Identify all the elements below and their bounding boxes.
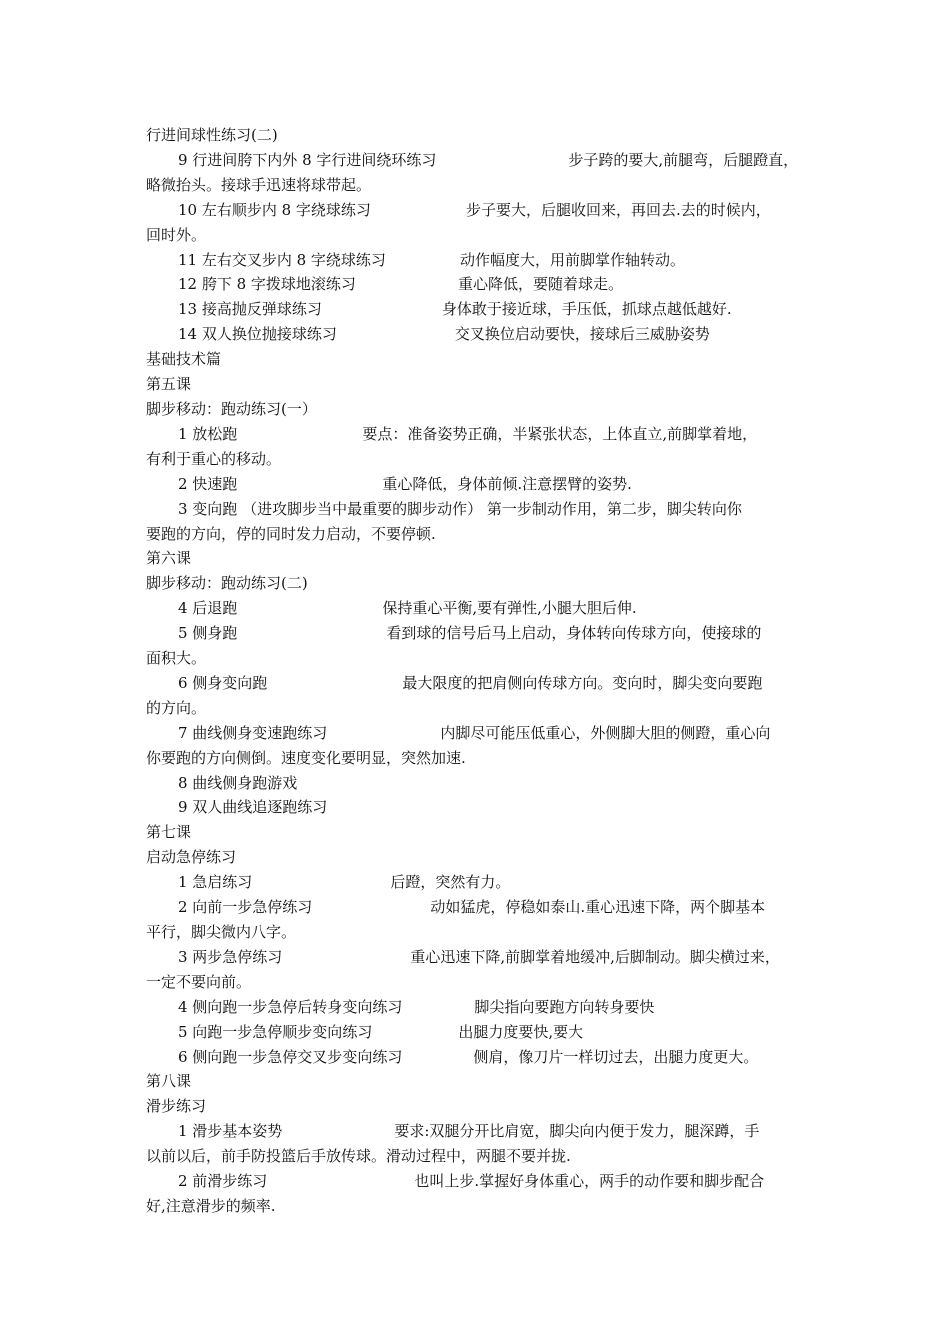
exercise-description: 保持重心平衡,要有弹性,小腿大胆后伸.	[382, 599, 637, 618]
exercise-description: 重心降低，要随着球走。	[457, 275, 623, 294]
paragraph-continuation: 要跑的方向，停的同时发力启动，不要停顿.	[146, 524, 436, 543]
paragraph-continuation: 你要跑的方向侧倒。速度变化要明显，突然加速.	[146, 748, 466, 767]
exercise-description: 步子要大，后腿收回来，再回去.去的时候内，	[465, 200, 771, 219]
exercise-item	[146, 322, 810, 347]
exercise-item	[146, 795, 810, 820]
exercise-title: 5 侧身跑	[178, 624, 238, 643]
paragraph-continuation: 有利于重心的移动。	[146, 449, 282, 468]
exercise-item	[146, 297, 810, 322]
section-heading: 基础技术篇	[146, 350, 222, 369]
exercise-item	[146, 148, 810, 173]
exercise-item	[146, 771, 810, 796]
exercise-description: 步子跨的要大,前腿弯，后腿蹬直，	[568, 150, 799, 169]
section-heading: 脚步移动：跑动练习(一）	[146, 399, 317, 418]
section-heading: 第八课	[146, 1072, 192, 1091]
paragraph-continuation: 好,注意滑步的频率.	[146, 1196, 276, 1215]
exercise-title: 12 胯下 8 字拨球地滚练习	[178, 275, 356, 294]
exercise-title: 1 放松跑	[178, 424, 238, 443]
section-heading: 启动急停练习	[146, 848, 237, 867]
exercise-description: 脚尖指向要跑方向转身要快	[474, 997, 655, 1016]
exercise-title: 4 后退跑	[178, 599, 238, 618]
paragraph-continuation: 的方向。	[146, 698, 207, 717]
paragraph-continuation: 平行，脚尖微内八字。	[146, 923, 297, 941]
exercise-description: 动如猛虎，停稳如泰山.重心迅速下降，两个脚基本	[430, 898, 766, 917]
paragraph-continuation: 以前以后，前手防投篮后手放传球。滑动过程中，两腿不要并拢.	[146, 1147, 571, 1166]
paragraph-continuation: 面积大。	[146, 649, 207, 668]
exercise-description: 最大限度的把肩侧向传球方向。变向时，脚尖变向要跑	[402, 673, 763, 692]
exercise-title: 2 前滑步练习	[178, 1172, 268, 1191]
exercise-item	[146, 198, 810, 223]
exercise-title: 9 双人曲线追逐跑练习	[178, 798, 328, 817]
exercise-item	[146, 721, 810, 746]
exercise-title: 14 双人换位抛接球练习	[178, 325, 337, 344]
exercise-title: 6 侧向跑一步急停交叉步变向练习	[178, 1047, 403, 1066]
exercise-title: 13 接高抛反弹球练习	[178, 300, 322, 319]
exercise-item	[146, 671, 810, 696]
exercise-title: 7 曲线侧身变速跑练习	[178, 723, 328, 742]
exercise-item	[146, 596, 810, 621]
exercise-title: 2 快速跑	[178, 474, 238, 493]
exercise-item	[146, 422, 810, 447]
exercise-description: 出腿力度要快,要大	[458, 1022, 584, 1041]
exercise-title: 3 变向跑 （进攻脚步当中最重要的脚步动作） 第一步制动作用，第二步，脚尖转向你	[178, 499, 742, 518]
exercise-description: 动作幅度大，用前脚掌作轴转动。	[459, 250, 685, 269]
exercise-item	[146, 472, 810, 497]
exercise-description: 重心迅速下降,前脚掌着地缓冲,后脚制动。脚尖横过来，	[410, 947, 780, 966]
exercise-title: 1 滑步基本姿势	[178, 1122, 283, 1141]
exercise-item	[146, 1045, 810, 1070]
exercise-item	[146, 1020, 810, 1045]
exercise-title: 4 侧向跑一步急停后转身变向练习	[178, 997, 403, 1016]
section-heading: 第七课	[146, 823, 192, 842]
exercise-description: 也叫上步.掌握好身体重心，两手的动作要和脚步配合	[414, 1172, 765, 1191]
exercise-description: 要点：准备姿势正确，半紧张状态，上体直立,前脚掌着地，	[362, 424, 758, 443]
exercise-description: 要求:双腿分开比肩宽，脚尖向内便于发力，腿深蹲，手	[394, 1122, 760, 1141]
exercise-item	[146, 621, 810, 646]
paragraph-continuation: 略微抬头。接球手迅速将球带起。	[146, 175, 372, 194]
exercise-item	[146, 497, 810, 522]
exercise-title: 8 曲线侧身跑游戏	[178, 773, 298, 792]
exercise-item	[146, 1119, 810, 1144]
exercise-title: 10 左右顺步内 8 字绕球练习	[178, 200, 371, 219]
exercise-item	[146, 945, 810, 970]
exercise-description: 侧肩，像刀片一样切过去，出腿力度更大。	[473, 1047, 759, 1066]
exercise-item	[146, 895, 810, 920]
exercise-description: 交叉换位启动要快，接球后三威胁姿势	[454, 325, 710, 344]
document-body	[146, 123, 810, 1219]
exercise-title: 6 侧身变向跑	[178, 673, 268, 692]
section-heading: 第六课	[146, 549, 192, 568]
exercise-title: 9 行进间胯下内外 8 字行进间绕环练习	[178, 150, 437, 169]
exercise-title: 11 左右交叉步内 8 字绕球练习	[178, 250, 386, 269]
exercise-title: 5 向跑一步急停顺步变向练习	[178, 1022, 373, 1041]
exercise-item	[146, 1169, 810, 1194]
exercise-title: 3 两步急停练习	[178, 947, 283, 966]
paragraph-continuation: 回时外。	[146, 225, 207, 244]
exercise-item	[146, 995, 810, 1020]
exercise-description: 后蹬，突然有力。	[390, 873, 511, 892]
section-heading: 第五课	[146, 375, 192, 394]
section-heading: 行进间球性练习(二)	[146, 126, 278, 144]
exercise-description: 身体敢于接近球，手压低，抓球点越低越好.	[441, 300, 732, 319]
exercise-description: 内脚尽可能压低重心，外侧脚大胆的侧蹬，重心向	[440, 723, 771, 742]
exercise-item	[146, 272, 810, 297]
exercise-description: 看到球的信号后马上启动，身体转向传球方向，使接球的	[386, 624, 762, 643]
exercise-description: 重心降低，身体前倾.注意摆臂的姿势.	[382, 474, 632, 493]
exercise-title: 1 急启练习	[178, 873, 253, 892]
exercise-title: 2 向前一步急停练习	[178, 898, 313, 917]
exercise-item	[146, 248, 810, 273]
exercise-item	[146, 870, 810, 895]
section-heading: 脚步移动：跑动练习(二)	[146, 574, 308, 593]
paragraph-continuation: 一定不要向前。	[146, 972, 252, 991]
section-heading: 滑步练习	[146, 1097, 207, 1116]
